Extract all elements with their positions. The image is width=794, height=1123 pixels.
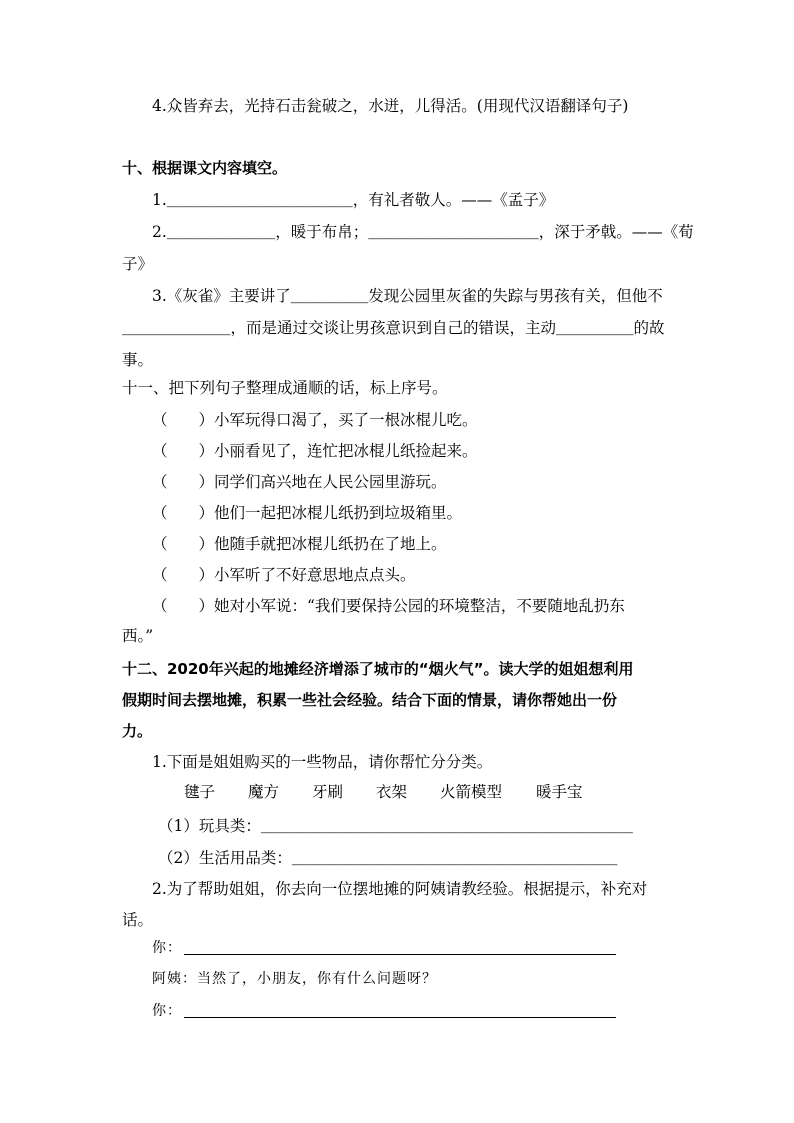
q10-title: 十、根据课文内容填空。 bbox=[122, 159, 288, 177]
goods-item: 牙刷 bbox=[312, 783, 344, 801]
q12-sub1: 1.下面是姐姐购买的一些物品，请你帮忙分分类。 bbox=[152, 753, 493, 771]
q9-item4: 4.众皆弃去，光持石击瓮破之，水迸，儿得活。(用现代汉语翻译句子) bbox=[152, 97, 629, 115]
q10-line2b: 子》 bbox=[122, 255, 154, 273]
q12-title-3: 力。 bbox=[122, 722, 153, 740]
goods-item: 衣架 bbox=[376, 783, 408, 801]
answer-line-2[interactable] bbox=[184, 1017, 616, 1018]
answer-line-1[interactable] bbox=[184, 954, 616, 955]
q11-item-5: （ ）他随手就把冰棍儿纸扔在了地上。 bbox=[152, 535, 447, 553]
q11-item-7: （ ）她对小军说：“我们要保持公园的环境整洁，不要随地乱扔东 bbox=[152, 597, 625, 615]
goods-item: 火箭模型 bbox=[440, 783, 503, 801]
dialog-you-label-2: 你： bbox=[152, 1003, 182, 1019]
q12-title-2: 假期时间去摆地摊，积累一些社会经验。结合下面的情景，请你帮她出一份 bbox=[122, 691, 618, 709]
q11-item-7b: 西。” bbox=[122, 627, 154, 645]
q10-line2: 2.＿＿＿＿＿＿＿，暖于布帛；＿＿＿＿＿＿＿＿＿＿＿，深于矛戟。——《荀 bbox=[152, 223, 694, 241]
q11-item-6: （ ）小军听了不好意思地点点头。 bbox=[152, 566, 416, 584]
goods-item: 毽子 bbox=[184, 783, 216, 801]
q12-sub2: 2.为了帮助姐姐，你去向一位摆地摊的阿姨请教经验。根据提示，补充对 bbox=[152, 880, 648, 898]
q11-item-2: （ ）小丽看见了，连忙把冰棍儿纸捡起来。 bbox=[152, 442, 478, 460]
category-toys: （1）玩具类：＿＿＿＿＿＿＿＿＿＿＿＿＿＿＿＿＿＿＿＿＿＿＿＿ bbox=[158, 817, 633, 835]
q10-line1: 1.＿＿＿＿＿＿＿＿＿＿＿＿，有礼者敬人。——《孟子》 bbox=[152, 191, 555, 209]
q11-item-1: （ ）小军玩得口渴了，买了一根冰棍儿吃。 bbox=[152, 411, 478, 429]
q12-sub2b: 话。 bbox=[122, 911, 154, 929]
q11-item-4: （ ）他们一起把冰棍儿纸扔到垃圾箱里。 bbox=[152, 504, 463, 522]
q11-title: 十一、把下列句子整理成通顺的话，标上序号。 bbox=[122, 379, 448, 397]
dialog-auntie: 阿姨：当然了，小朋友，你有什么问题呀？ bbox=[152, 971, 437, 987]
dialog-you-label-1: 你： bbox=[152, 940, 182, 956]
goods-item: 魔方 bbox=[248, 783, 280, 801]
q11-item-3: （ ）同学们高兴地在人民公园里游玩。 bbox=[152, 473, 447, 491]
q10-line3c: 事。 bbox=[122, 351, 154, 369]
q10-line3b: ＿＿＿＿＿＿＿，而是通过交谈让男孩意识到自己的错误，主动＿＿＿＿＿的故 bbox=[122, 319, 665, 337]
q12-title-1: 十二、2020年兴起的地摊经济增添了城市的“烟火气”。读大学的姐姐想利用 bbox=[122, 660, 634, 678]
q10-line3: 3.《灰雀》主要讲了＿＿＿＿＿发现公园里灰雀的失踪与男孩有关，但他不 bbox=[152, 287, 663, 305]
category-daily: （2）生活用品类：＿＿＿＿＿＿＿＿＿＿＿＿＿＿＿＿＿＿＿＿＿ bbox=[158, 849, 618, 867]
goods-item: 暖手宝 bbox=[536, 783, 583, 801]
